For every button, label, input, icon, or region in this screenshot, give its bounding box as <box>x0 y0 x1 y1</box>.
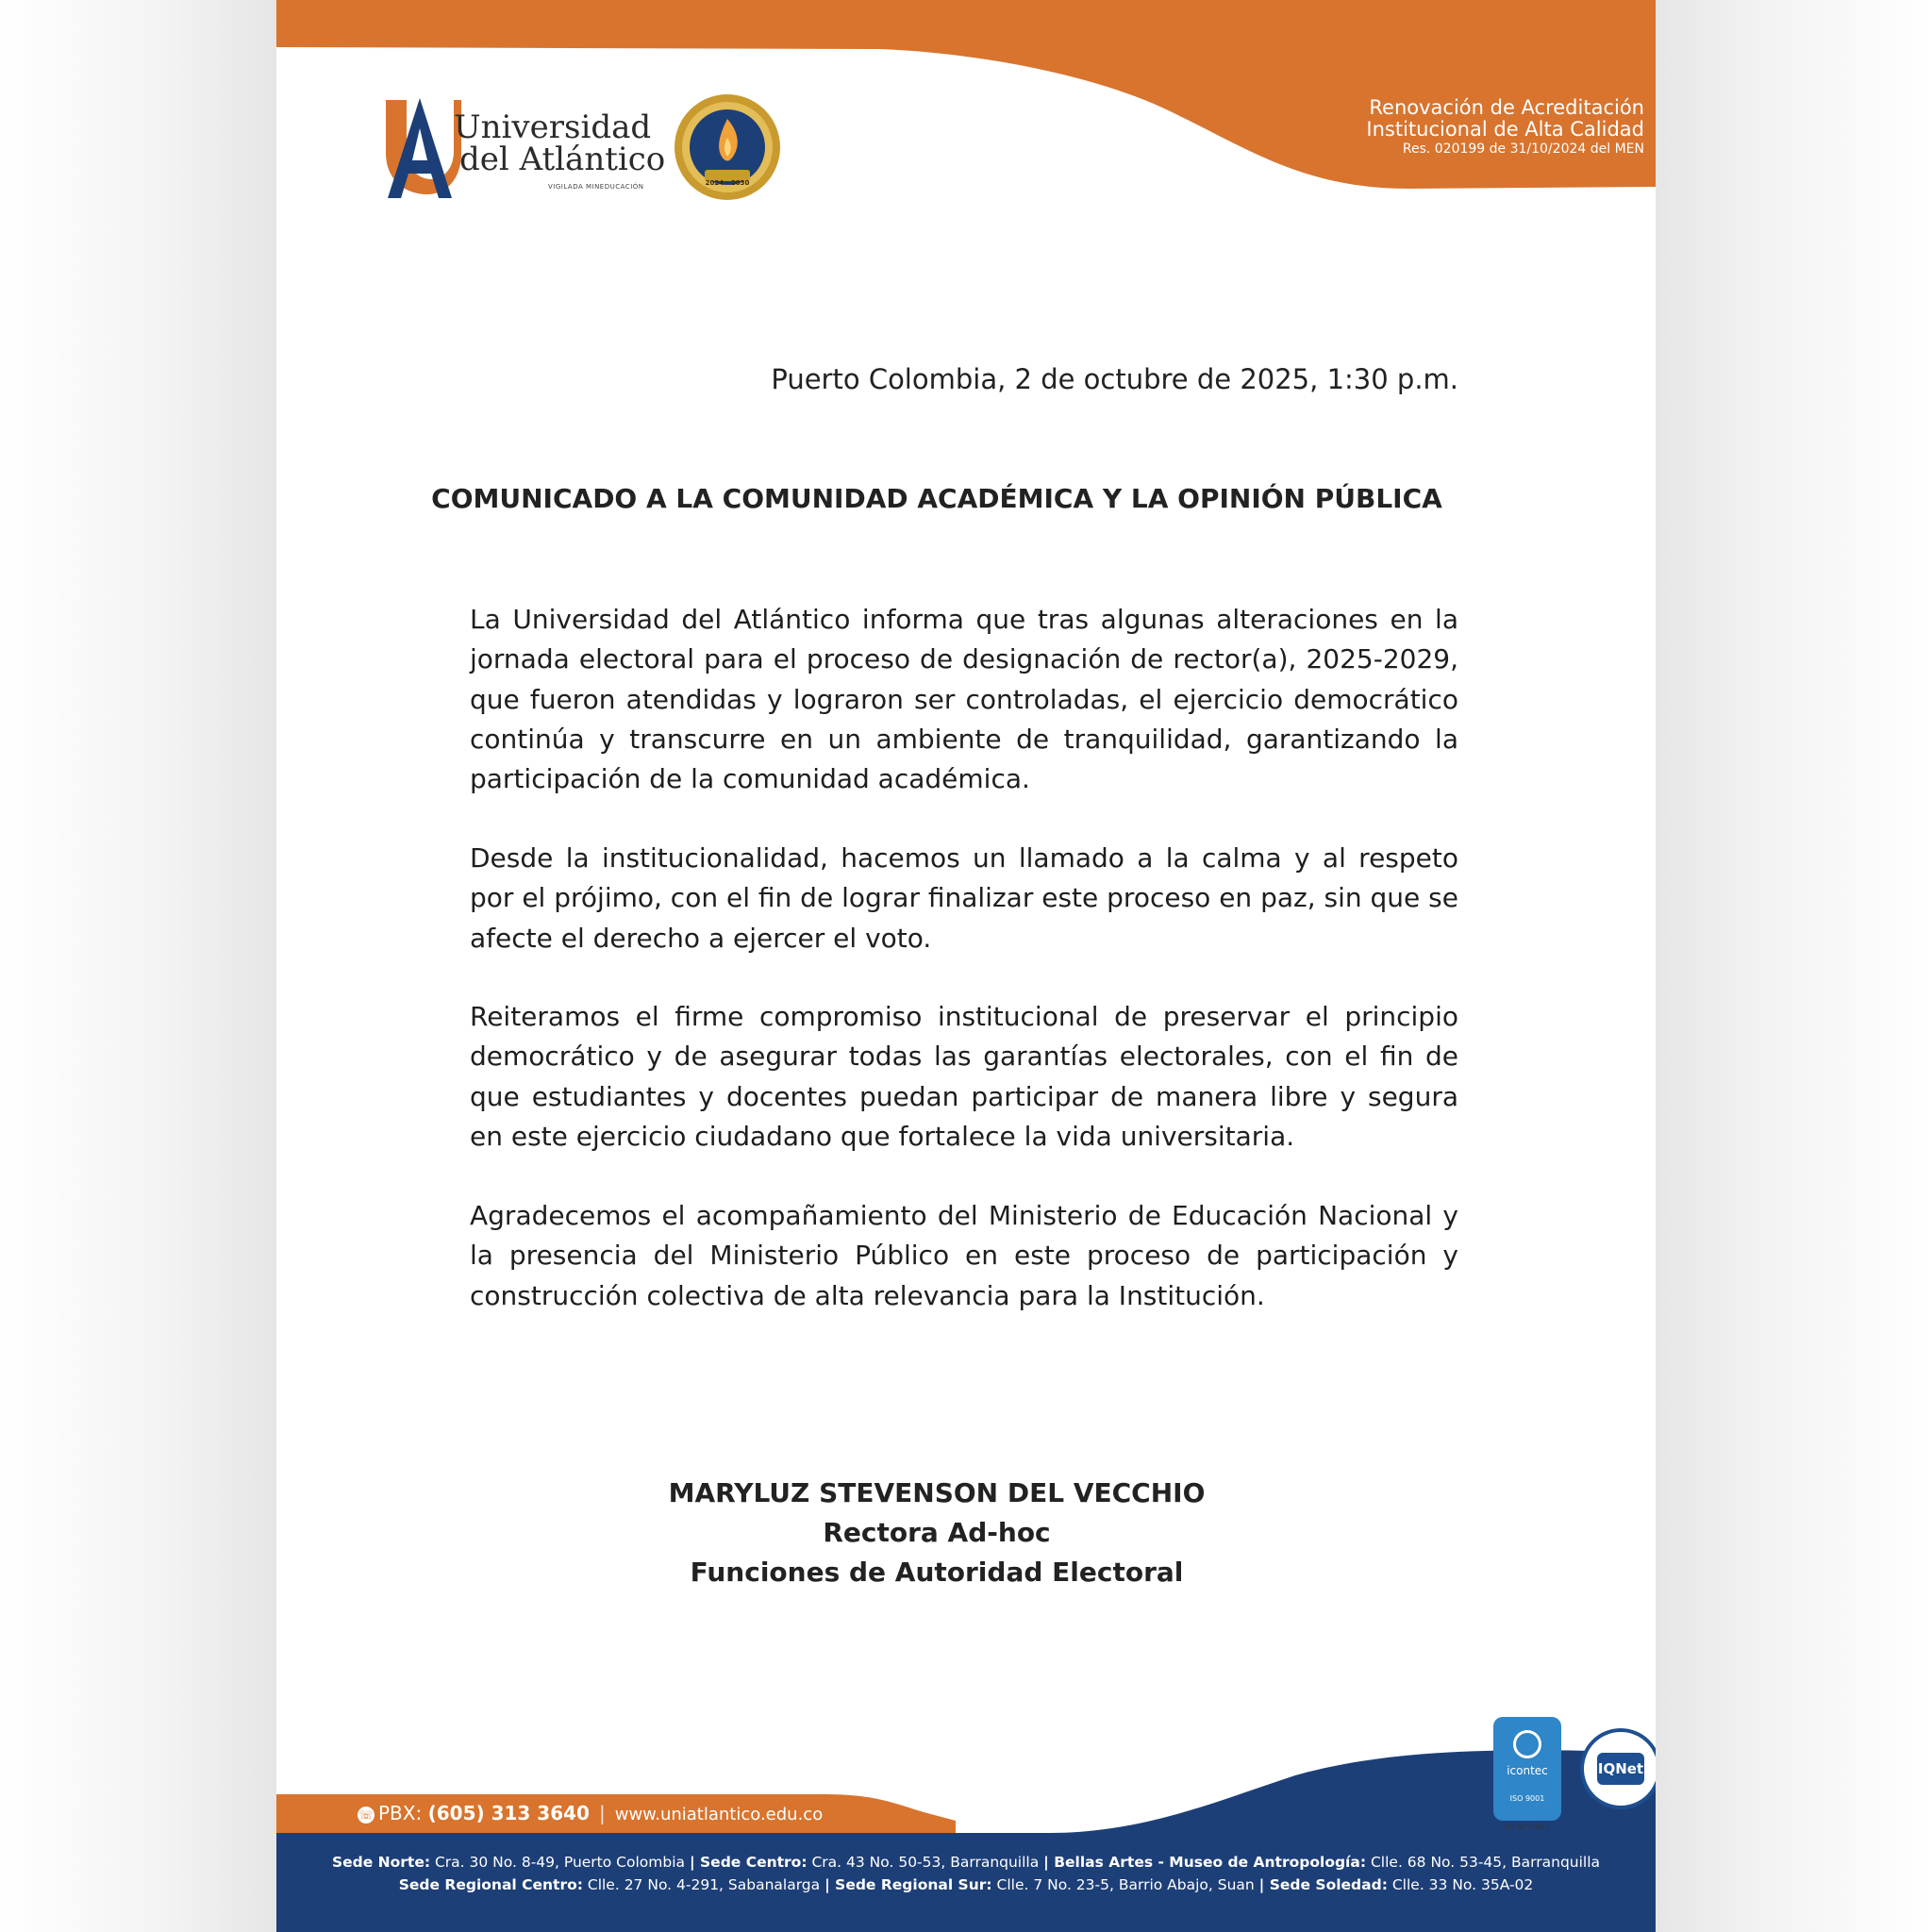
sede-norte-label: Sede Norte: <box>331 1854 431 1871</box>
iqnet-certification-badge <box>1580 1728 1656 1809</box>
address-line-2: Sede Regional Centro: Clle. 27 No. 4-291, Sabanalarga | Sede Regional Sur: Clle. 7 No. 23-5, Barrio Abajo, Suan | Sede Soledad: Clle. 33 No. 35A-02 <box>398 1876 1534 1893</box>
pbx-label: PBX: <box>378 1802 423 1824</box>
sede-regional-centro-label: Sede Regional Centro: <box>398 1876 583 1893</box>
sede-centro-address: Cra. 43 No. 50-53, Barranquilla <box>811 1854 1040 1871</box>
accreditation-resolution: Res. 020199 de 31/10/2024 del MEN <box>1402 142 1644 157</box>
accreditation-line1: Renovación de Acreditación <box>1369 96 1644 119</box>
sede-soledad-label: Sede Soledad: <box>1269 1876 1388 1893</box>
signatory-function: Funciones de Autoridad Electoral <box>690 1557 1184 1588</box>
paragraph-2: Desde la institucionalidad, hacemos un llamado a la calma y al respeto por el prójimo, con el fin de lograr finalizar este proceso en paz, sin que se afecte el derecho a ejercer el voto. <box>470 842 1458 954</box>
bellas-artes-address: Clle. 68 No. 53-45, Barranquilla <box>1370 1854 1601 1871</box>
phone-icon: ☏ <box>358 1807 374 1822</box>
signature-block <box>418 1474 1456 1592</box>
icontec-iso: ISO 9001 <box>1509 1794 1545 1803</box>
paragraph-4: Agradecemos el acompañamiento del Ministerio de Educación Nacional y la presencia del Ministerio Público en este proceso de participación y construcción colectiva de alta relevancia para la Institución. <box>470 1200 1458 1311</box>
website-link[interactable]: www.uniatlantico.edu.co <box>614 1805 824 1824</box>
bellas-artes-label: Bellas Artes - Museo de Antropología: <box>1054 1854 1367 1871</box>
accreditation-note <box>1366 97 1644 158</box>
icontec-certification-badge <box>1493 1717 1561 1821</box>
ua-monogram-icon <box>378 94 463 200</box>
icontec-code: CO-SC7286-1 <box>1505 1824 1550 1831</box>
sede-regional-sur-label: Sede Regional Sur: <box>835 1876 992 1893</box>
accreditation-line2: Institucional de Alta Calidad <box>1366 118 1644 141</box>
footer-contact: ☏ PBX: (605) 313 3640 | www.uniatlantico.edu.co <box>358 1802 824 1824</box>
date-line: Puerto Colombia, 2 de octubre de 2025, 1:30 p.m. <box>771 363 1458 395</box>
address-line-1: Sede Norte: Cra. 30 No. 8-49, Puerto Colombia | Sede Centro: Cra. 43 No. 50-53, Barranquilla | Bellas Artes - Museo de Antropología: Clle. 68 No. 53-45, Barranquilla <box>331 1854 1601 1871</box>
sede-regional-sur-address: Clle. 7 No. 23-5, Barrio Abajo, Suan <box>996 1876 1255 1893</box>
paragraph-3: Reiteramos el firme compromiso institucional de preservar el principio democrático y de asegurar todas las garantías electorales, con el fin de que estudiantes y docentes puedan participar de manera libre y segura en este ejercicio ciudadano que fortalece la vida universitaria. <box>470 1001 1458 1152</box>
university-logo <box>378 94 690 200</box>
signatory-name: MARYLUZ STEVENSON DEL VECCHIO <box>668 1477 1206 1508</box>
signatory-role: Rectora Ad-hoc <box>823 1517 1051 1548</box>
sede-norte-address: Cra. 30 No. 8-49, Puerto Colombia <box>434 1854 686 1871</box>
paragraph-1: La Universidad del Atlántico informa que tras algunas alteraciones en la jornada electoral para el proceso de designación de rector(a), 2025-2029, que fueron atendidas y lograron ser controladas, el ejercicio democrático continúa y transcurre en un ambiente de tranquilidad, garantizando la participación de la comunidad académica. <box>470 604 1458 795</box>
sede-centro-label: Sede Centro: <box>700 1854 808 1871</box>
letter-page <box>276 0 1656 1932</box>
sede-soledad-address: Clle. 33 No. 35A-02 <box>1391 1876 1534 1893</box>
university-name-line2: del Atlántico <box>459 141 666 178</box>
sede-regional-centro-address: Clle. 27 No. 4-291, Sabanalarga <box>587 1876 821 1893</box>
pbx-number: (605) 313 3640 <box>427 1802 590 1824</box>
seal-years: 2024 - 2030 <box>705 179 750 187</box>
university-name <box>454 108 666 178</box>
logo-tagline: VIGILADA MINEDUCACIÓN <box>548 183 644 191</box>
icontec-ring-icon <box>1513 1730 1541 1758</box>
university-name-line1: Universidad <box>454 108 652 146</box>
page-shadow-left <box>0 0 276 1932</box>
iqnet-name: IQNet <box>1597 1753 1644 1785</box>
document-title: COMUNICADO A LA COMUNIDAD ACADÉMICA Y LA OPINIÓN PÚBLICA <box>431 483 1442 514</box>
icontec-name: icontec <box>1507 1764 1548 1777</box>
page-shadow-right <box>1656 0 1932 1932</box>
